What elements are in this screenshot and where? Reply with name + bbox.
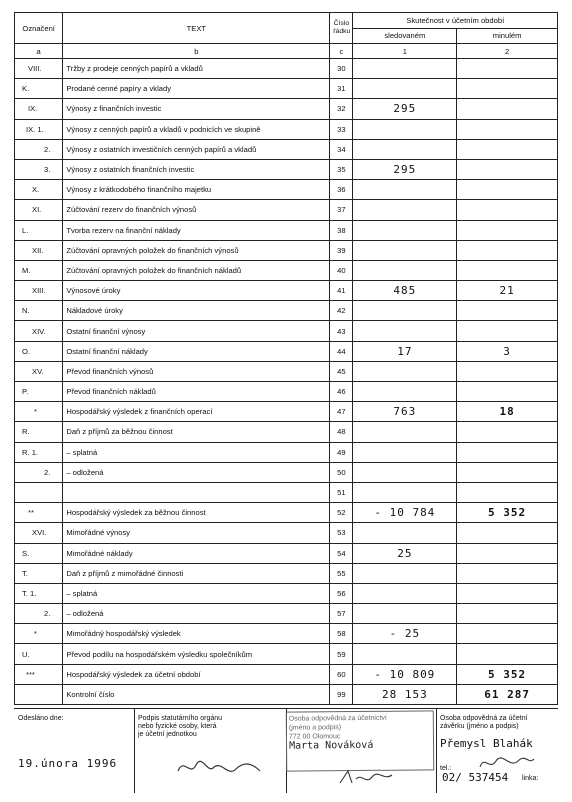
row-previous-value: [457, 119, 558, 139]
table-row: [15, 159, 558, 179]
table-row: [15, 583, 558, 603]
table-row: [15, 99, 558, 119]
header-code-sub: a: [15, 44, 63, 59]
row-previous-value: [457, 99, 558, 119]
row-current-value: - 25: [353, 624, 457, 644]
row-text: Hospodářský výsledek z finančních operací: [63, 402, 330, 422]
table-row: [15, 462, 558, 482]
row-current-value: - 10 809: [353, 664, 457, 684]
row-previous-value: 61 287: [457, 684, 558, 704]
row-text: – splatná: [63, 442, 330, 462]
row-current-value: 485: [353, 281, 457, 301]
row-number: 38: [330, 220, 353, 240]
row-text: – odložená: [63, 462, 330, 482]
row-number: 34: [330, 139, 353, 159]
table-row: [15, 220, 558, 240]
row-text: Daň z příjmů z mimořádné činnosti: [63, 563, 330, 583]
tel-number: 02/ 537454: [442, 771, 509, 784]
row-code: [15, 341, 63, 361]
row-code-text: 2.: [44, 467, 51, 477]
table-row: [15, 382, 558, 402]
row-code-text: M.: [22, 265, 31, 275]
header-code-label: Označení: [22, 23, 55, 33]
row-number: 60: [330, 664, 353, 684]
row-code-text: *: [34, 407, 37, 417]
row-code-text: ***: [26, 669, 35, 679]
table-row: [15, 543, 558, 563]
header-prev: [457, 28, 558, 44]
row-code-text: U.: [22, 649, 30, 659]
row-number: 99: [330, 684, 353, 704]
row-text: Výnosy z ostatních investičních cenných papírů a vkladů: [63, 139, 330, 159]
header-current-label: sledovaném: [384, 31, 426, 41]
row-code: [15, 503, 63, 523]
reports-signature: [476, 753, 536, 773]
row-previous-value: [457, 159, 558, 179]
row-current-value: 25: [353, 543, 457, 563]
accounting-cell: [286, 709, 437, 793]
sent-label: Odesláno dne:: [18, 715, 64, 722]
row-previous-value: [457, 482, 558, 502]
row-text: Prodané cenné papíry a vklady: [63, 79, 330, 99]
row-number: 52: [330, 503, 353, 523]
row-text: Ostatní finanční náklady: [63, 341, 330, 361]
row-previous-value: [457, 583, 558, 603]
row-current-value: [353, 59, 457, 79]
row-code-text: XV.: [32, 366, 44, 376]
row-current-value: [353, 301, 457, 321]
row-code-text: 3.: [44, 165, 51, 175]
row-code: [15, 482, 63, 502]
row-code: [15, 644, 63, 664]
row-code: [15, 159, 63, 179]
row-text: Zúčtování opravných položek do finančních nákladů: [63, 260, 330, 280]
row-code: [15, 180, 63, 200]
row-previous-value: [457, 301, 558, 321]
row-text: Výnosy z ostatních finančních investic: [63, 159, 330, 179]
table-row: [15, 624, 558, 644]
table-row: [15, 442, 558, 462]
row-text: – odložená: [63, 604, 330, 624]
row-text: Zúčtování rezerv do finančních výnosů: [63, 200, 330, 220]
row-number: 37: [330, 200, 353, 220]
row-current-value: [353, 442, 457, 462]
statutory-cell: [134, 709, 287, 793]
statutory-signature: [174, 753, 264, 783]
row-current-value: [353, 422, 457, 442]
row-previous-value: [457, 200, 558, 220]
row-current-value: [353, 240, 457, 260]
row-current-value: [353, 482, 457, 502]
row-text: Výnosy z cenných papírů a vkladů v podnicích ve skupině: [63, 119, 330, 139]
header-prev-sub: 2: [457, 44, 558, 59]
table-row: [15, 664, 558, 684]
row-current-value: [353, 644, 457, 664]
row-current-value: [353, 523, 457, 543]
table-row: [15, 59, 558, 79]
row-text: Výnosové úroky: [63, 281, 330, 301]
table-row: [15, 482, 558, 502]
table-row: [15, 644, 558, 664]
row-code-text: 2.: [44, 609, 51, 619]
row-previous-value: 5 352: [457, 664, 558, 684]
row-previous-value: [457, 624, 558, 644]
table-row: [15, 301, 558, 321]
row-current-value: [353, 604, 457, 624]
stamp-top-label: Osoba odpovědná za účetnictví: [288, 714, 387, 723]
table-row: [15, 523, 558, 543]
signature-footer: [14, 708, 558, 793]
row-text: Mimořádné výnosy: [63, 523, 330, 543]
row-current-value: [353, 139, 457, 159]
row-text: Mimořádný hospodářský výsledek: [63, 624, 330, 644]
table-row: [15, 361, 558, 381]
header-row-sub: c: [330, 44, 353, 59]
stamp-sub-label: (jméno a podpis): [288, 724, 342, 732]
row-code-text: P.: [22, 387, 29, 397]
row-code: [15, 59, 63, 79]
row-text: Převod finančních výnosů: [63, 361, 330, 381]
row-previous-value: [457, 644, 558, 664]
row-current-value: 763: [353, 402, 457, 422]
table-row: [15, 422, 558, 442]
row-number: 41: [330, 281, 353, 301]
row-number: 30: [330, 59, 353, 79]
row-code: [15, 200, 63, 220]
row-code-text: T.: [22, 568, 28, 578]
table-row: [15, 240, 558, 260]
row-current-value: [353, 583, 457, 603]
stamp-address: 772 00 Olomouc: [288, 733, 341, 741]
row-number: 59: [330, 644, 353, 664]
row-code: [15, 119, 63, 139]
row-code-text: IX.: [28, 104, 38, 114]
row-code: [15, 260, 63, 280]
row-code: [15, 99, 63, 119]
row-current-value: [353, 462, 457, 482]
header-current: [353, 28, 457, 44]
statement-rows: [15, 59, 558, 705]
row-code: [15, 301, 63, 321]
accountant-name: Marta Nováková: [288, 739, 374, 752]
row-previous-value: [457, 361, 558, 381]
income-statement-table: [14, 12, 558, 705]
header-text-label: TEXT: [186, 23, 207, 33]
reports-person-name: Přemysl Blahák: [440, 737, 533, 750]
row-previous-value: [457, 523, 558, 543]
header-text: [63, 13, 330, 44]
row-number: 53: [330, 523, 353, 543]
table-row: [15, 260, 558, 280]
row-number: 43: [330, 321, 353, 341]
row-previous-value: [457, 79, 558, 99]
table-row: [15, 321, 558, 341]
sent-cell: [14, 709, 135, 793]
row-previous-value: 3: [457, 341, 558, 361]
row-text: – splatná: [63, 583, 330, 603]
row-text: Tvorba rezerv na finanční náklady: [63, 220, 330, 240]
table-row: [15, 684, 558, 704]
row-previous-value: [457, 462, 558, 482]
header-reality-label: Skutečnost v účetním období: [406, 15, 505, 25]
row-text: Převod finančních nákladů: [63, 382, 330, 402]
row-current-value: [353, 180, 457, 200]
row-number: 35: [330, 159, 353, 179]
row-code: [15, 220, 63, 240]
row-number: 56: [330, 583, 353, 603]
row-code-text: X.: [32, 185, 40, 195]
table-row: [15, 139, 558, 159]
extension-label: linka:: [522, 775, 539, 782]
row-number: 33: [330, 119, 353, 139]
row-number: 50: [330, 462, 353, 482]
row-number: 55: [330, 563, 353, 583]
row-number: 46: [330, 382, 353, 402]
row-previous-value: 21: [457, 281, 558, 301]
row-number: 45: [330, 361, 353, 381]
row-code-text: O.: [22, 346, 31, 356]
row-current-value: - 10 784: [353, 503, 457, 523]
row-previous-value: [457, 220, 558, 240]
row-previous-value: [457, 321, 558, 341]
row-number: 54: [330, 543, 353, 563]
row-current-value: [353, 200, 457, 220]
row-code-text: **: [28, 508, 34, 518]
row-text: Hospodářský výsledek za běžnou činnost: [63, 503, 330, 523]
row-code-text: N.: [22, 306, 30, 316]
row-previous-value: [457, 543, 558, 563]
row-code-text: XIV.: [32, 326, 46, 336]
row-previous-value: [457, 604, 558, 624]
row-previous-value: [457, 442, 558, 462]
row-number: 58: [330, 624, 353, 644]
row-current-value: 17: [353, 341, 457, 361]
header-code: [15, 13, 63, 44]
row-code-text: T. 1.: [22, 588, 37, 598]
row-code-text: IX. 1.: [26, 124, 44, 134]
row-number: 32: [330, 99, 353, 119]
header-row: [330, 13, 353, 44]
row-code-text: R.: [22, 427, 30, 437]
row-code: [15, 402, 63, 422]
header-reality: [353, 13, 558, 29]
row-number: 48: [330, 422, 353, 442]
row-text: Převod podílu na hospodářském výsledku společníkům: [63, 644, 330, 664]
row-current-value: [353, 382, 457, 402]
table-row: [15, 563, 558, 583]
row-code-text: XIII.: [32, 286, 46, 296]
row-code-text: S.: [22, 548, 30, 558]
row-previous-value: [457, 382, 558, 402]
table-row: [15, 119, 558, 139]
row-code: [15, 563, 63, 583]
row-code-text: L.: [22, 225, 29, 235]
row-current-value: [353, 260, 457, 280]
table-row: [15, 604, 558, 624]
row-current-value: [353, 220, 457, 240]
row-previous-value: [457, 260, 558, 280]
row-code-text: XVI.: [32, 528, 47, 538]
table-row: [15, 180, 558, 200]
row-code: [15, 624, 63, 644]
row-number: 42: [330, 301, 353, 321]
row-code: [15, 382, 63, 402]
row-code: [15, 139, 63, 159]
sent-date: 19.února 1996: [18, 757, 118, 770]
row-current-value: [353, 119, 457, 139]
row-number: 40: [330, 260, 353, 280]
row-current-value: 295: [353, 159, 457, 179]
row-code: [15, 664, 63, 684]
row-code-text: XII.: [32, 245, 44, 255]
row-number: 51: [330, 482, 353, 502]
row-previous-value: [457, 240, 558, 260]
row-current-value: [353, 563, 457, 583]
row-number: 36: [330, 180, 353, 200]
row-text: Hospodářský výsledek za účetní období: [63, 664, 330, 684]
row-code-text: K.: [22, 84, 30, 94]
row-code: [15, 543, 63, 563]
row-code: [15, 604, 63, 624]
table-row: [15, 79, 558, 99]
row-current-value: [353, 79, 457, 99]
row-previous-value: 18: [457, 402, 558, 422]
table-row: [15, 281, 558, 301]
company-stamp: [286, 710, 435, 771]
row-text: Výnosy z krátkodobého finančního majetku: [63, 180, 330, 200]
row-code: [15, 422, 63, 442]
row-text: Ostatní finanční výnosy: [63, 321, 330, 341]
row-previous-value: 5 352: [457, 503, 558, 523]
table-row: [15, 341, 558, 361]
row-text: Zúčtování opravných položek do finančních výnosů: [63, 240, 330, 260]
reports-cell: [436, 709, 558, 793]
row-number: 31: [330, 79, 353, 99]
row-code: [15, 361, 63, 381]
row-code-text: R. 1.: [22, 447, 39, 457]
row-text: Mimořádné náklady: [63, 543, 330, 563]
row-code-text: XI.: [32, 205, 42, 215]
table-row: [15, 503, 558, 523]
row-text: Daň z příjmů za běžnou činnost: [63, 422, 330, 442]
row-text: Nákladové úroky: [63, 301, 330, 321]
row-number: 57: [330, 604, 353, 624]
row-text: Výnosy z finančních investic: [63, 99, 330, 119]
row-previous-value: [457, 139, 558, 159]
header-row-label: Číslo řádku: [333, 20, 351, 35]
header-current-sub: 1: [353, 44, 457, 59]
row-previous-value: [457, 422, 558, 442]
row-previous-value: [457, 59, 558, 79]
row-current-value: [353, 321, 457, 341]
row-code-text: VIII.: [28, 64, 42, 74]
row-current-value: 295: [353, 99, 457, 119]
row-code: [15, 321, 63, 341]
table-row: [15, 200, 558, 220]
row-current-value: 28 153: [353, 684, 457, 704]
row-code: [15, 523, 63, 543]
row-text: Kontrolní číslo: [63, 684, 330, 704]
header-prev-label: minulém: [492, 31, 522, 41]
row-code: [15, 462, 63, 482]
row-code: [15, 442, 63, 462]
row-code-text: 2.: [44, 144, 51, 154]
row-code: [15, 583, 63, 603]
row-current-value: [353, 361, 457, 381]
row-number: 44: [330, 341, 353, 361]
row-previous-value: [457, 180, 558, 200]
header-text-sub: b: [63, 44, 330, 59]
row-number: 49: [330, 442, 353, 462]
row-text: Tržby z prodeje cenných papírů a vkladů: [63, 59, 330, 79]
reports-label: Osoba odpovědná za účetní závěrku (jméno a podpis): [440, 715, 528, 730]
statutory-label: Podpis statutárního orgánu nebo fyzické osoby, která je účetní jednotkou: [138, 715, 223, 738]
row-number: 39: [330, 240, 353, 260]
row-code: [15, 79, 63, 99]
row-text: [63, 482, 330, 502]
row-previous-value: [457, 563, 558, 583]
row-code: [15, 684, 63, 704]
table-row: [15, 402, 558, 422]
accountant-signature: [336, 767, 396, 789]
tel-label: tel.:: [440, 765, 452, 772]
row-code: [15, 281, 63, 301]
row-code: [15, 240, 63, 260]
row-number: 47: [330, 402, 353, 422]
row-code-text: *: [34, 629, 37, 639]
